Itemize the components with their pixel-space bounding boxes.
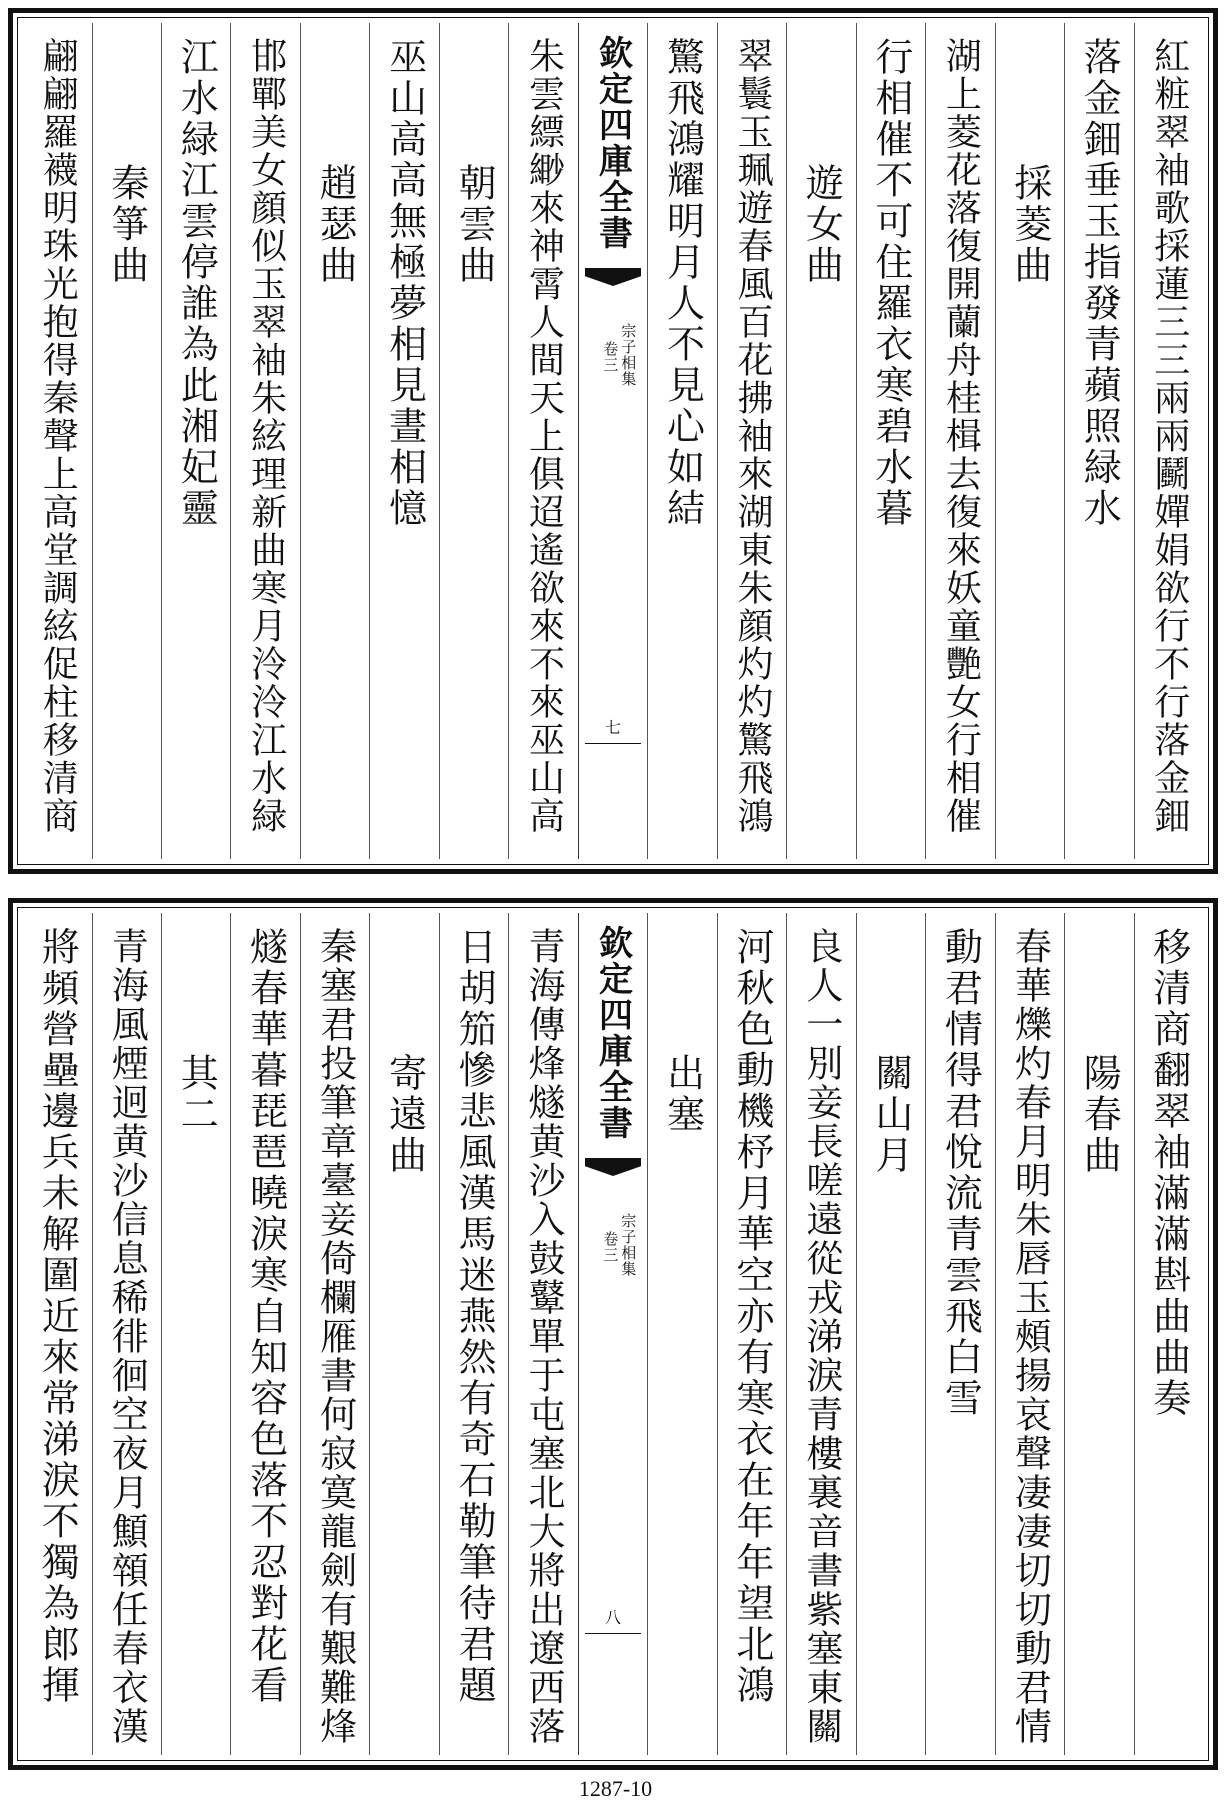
- verse-line: 巫山高高無極夢相見晝相憶: [382, 37, 427, 529]
- page-number-rule: [585, 1633, 641, 1634]
- text-column: [439, 23, 508, 859]
- text-column: [369, 23, 438, 859]
- text-column: [300, 23, 369, 859]
- verse-line: 春華爍灼春月明朱唇玉頰揚哀聲凄凄切切動君情: [1008, 927, 1052, 1746]
- text-column: [647, 913, 716, 1755]
- verse-line: 驚飛鴻耀明月人不見心如結: [660, 37, 705, 529]
- collection-title: 宗子相集: [619, 323, 638, 387]
- verse-line: 紅粧翠袖歌採蓮三三兩兩鬬嬋娟欲行不行落金鈿: [1148, 37, 1190, 835]
- text-column: [230, 913, 299, 1755]
- page-footer-number: 1287-10: [578, 1776, 653, 1801]
- text-column: [717, 23, 786, 859]
- center-fold-column: [578, 23, 647, 859]
- volume-label: 卷三: [601, 1231, 620, 1263]
- verse-line: 朱雲縹緲來神霄人間天上俱迢遙欲來不來巫山高: [523, 37, 565, 835]
- verse-line: 燧春華暮琵琶曉淚寒自知容色落不忍對花看: [243, 927, 288, 1706]
- text-column: [92, 913, 161, 1755]
- verse-line: 翠鬟玉珮遊春風百花拂袖來湖東朱顔灼灼驚飛鴻: [731, 37, 773, 835]
- text-column: [92, 23, 161, 859]
- poem-title: 遊女曲: [799, 163, 844, 286]
- verse-line: 日胡笳慘悲風漢馬迷燕然有奇石勒筆待君題: [452, 927, 497, 1706]
- verse-line: 移清商翻翠袖滿滿斟曲曲奏: [1146, 927, 1191, 1419]
- fishtail-mark-icon: [585, 268, 641, 286]
- text-column: [856, 23, 925, 859]
- verse-line: 江水緑江雲停誰為此湘妃靈: [174, 37, 219, 529]
- text-column: [1064, 913, 1133, 1755]
- leaf-number: 七: [605, 718, 622, 737]
- poem-title: 寄遠曲: [382, 1053, 427, 1176]
- poem-title: 採菱曲: [1007, 163, 1052, 286]
- text-column: [23, 23, 91, 859]
- collection-title: 宗子相集: [619, 1213, 638, 1277]
- text-column: [856, 913, 925, 1755]
- page-top: [8, 8, 1218, 874]
- verse-line: 河秋色動機杼月華空亦有寒衣在年年望北鴻: [729, 927, 774, 1706]
- text-column: [717, 913, 786, 1755]
- text-column: [1134, 913, 1203, 1755]
- verse-line: 行相催不可住羅衣寒碧水暮: [868, 37, 913, 529]
- text-column: [647, 23, 716, 859]
- poem-title: 出塞: [660, 1053, 705, 1135]
- text-column: [925, 913, 994, 1755]
- verse-line: 動君情得君悅流青雲飛白雪: [938, 927, 983, 1419]
- text-column: [786, 23, 855, 859]
- verse-line: 良人一別妾長嗟遠從戎涕淚青樓裏音書紫塞東關: [799, 927, 843, 1746]
- text-column: [439, 913, 508, 1755]
- text-column: [23, 913, 91, 1755]
- verse-line: 落金鈿垂玉指發青蘋照緑水: [1077, 37, 1122, 529]
- verse-line: 湖上菱花落復開蘭舟桂楫去復來妖童艷女行相催: [940, 37, 982, 835]
- text-column: [508, 23, 577, 859]
- text-column: [369, 913, 438, 1755]
- text-column: [230, 23, 299, 859]
- verse-line: 邯鄲美女顔似玉翠袖朱絃理新曲寒月泠泠江水緑: [245, 37, 287, 835]
- poem-title: 朝雲曲: [452, 163, 497, 286]
- book-title: 欽定四庫全書: [592, 35, 633, 251]
- fishtail-mark-icon: [585, 1158, 641, 1176]
- text-column: [995, 913, 1064, 1755]
- poem-title: 陽春曲: [1077, 1053, 1122, 1176]
- center-fold-column: [578, 913, 647, 1755]
- columns-top: [23, 23, 1203, 859]
- text-column: [161, 23, 230, 859]
- poem-title: 趙瑟曲: [313, 163, 358, 286]
- page-number-rule: [585, 743, 641, 744]
- volume-label: 卷三: [601, 341, 620, 373]
- text-column: [995, 23, 1064, 859]
- poem-title: 關山月: [868, 1053, 913, 1176]
- text-column: [786, 913, 855, 1755]
- text-column: [1064, 23, 1133, 859]
- text-column: [300, 913, 369, 1755]
- text-column: [925, 23, 994, 859]
- leaf-number: 八: [605, 1608, 622, 1627]
- columns-bottom: [23, 913, 1203, 1755]
- text-column: [508, 913, 577, 1755]
- verse-line: 將頻營壘邊兵未解圍近來常涕淚不獨為郎揮: [35, 927, 80, 1706]
- verse-line: 青海風煙迥黄沙信息稀徘徊空夜月顦顇任春衣漢: [105, 927, 149, 1746]
- page-bottom: [8, 898, 1218, 1770]
- verse-line: 秦塞君投筆章臺妾倚欄雁書何寂寞龍劍有艱難烽: [313, 927, 357, 1746]
- book-title: 欽定四庫全書: [592, 925, 633, 1141]
- text-column: [1134, 23, 1203, 859]
- verse-line: 青海傳烽燧黄沙入鼓鼙單于屯塞北大將出遼西落: [522, 927, 566, 1746]
- text-column: [161, 913, 230, 1755]
- verse-line: 翩翩羅襪明珠光抱得秦聲上高堂調絃促柱移清商: [37, 37, 79, 835]
- poem-title: 秦箏曲: [104, 163, 149, 286]
- poem-title: 其二: [174, 1053, 219, 1135]
